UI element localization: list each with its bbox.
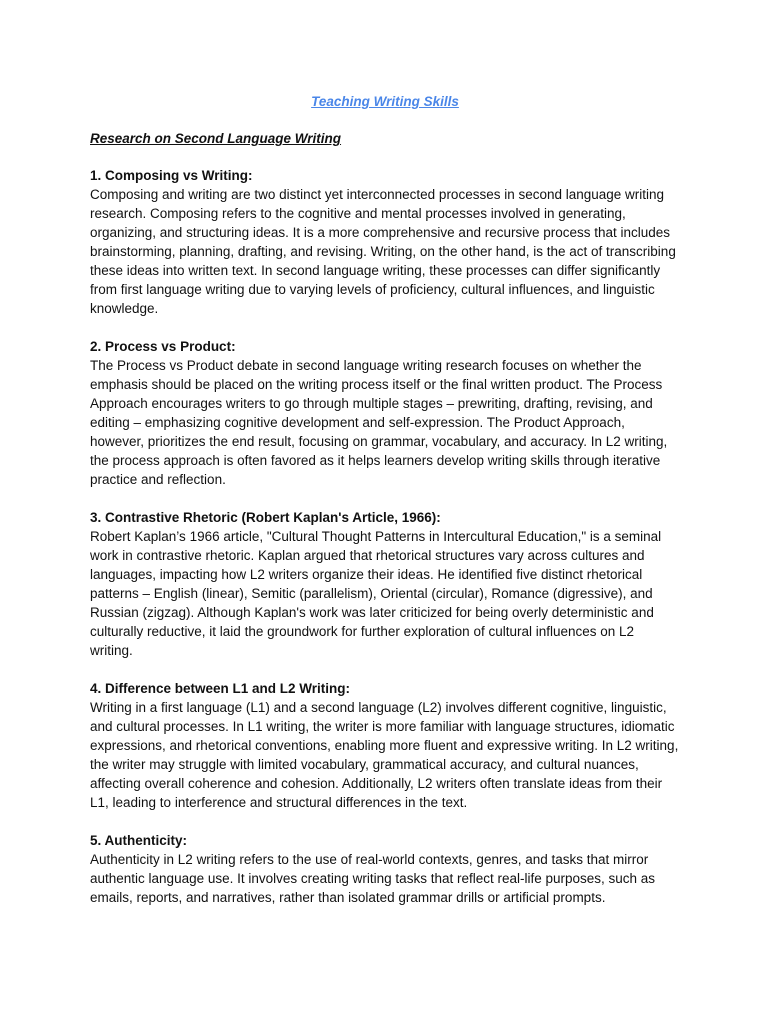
- document-page: [90, 92, 680, 926]
- section-heading: 4. Difference between L1 and L2 Writing:: [90, 681, 351, 696]
- document-subtitle: Research on Second Language Writing: [90, 131, 342, 146]
- section-body: Composing and writing are two distinct yet interconnected processes in second language writing research. Composing refers to the cognitive and mental processes involved in generating, organizing, and structuring ideas. It is a more comprehensive and recursive process that includes brainstorming, planning, drafting, and revising. Writing, on the other hand, is the act of transcribing these ideas into written text. In second language writing, these processes can differ significantly from first language writing due to varying levels of proficiency, cultural influences, and linguistic knowledge.: [90, 187, 676, 316]
- section-body: Authenticity in L2 writing refers to the use of real-world contexts, genres, and tasks that mirror authentic language use. It involves creating writing tasks that reflect real-life purposes, such as emails, reports, and narratives, rather than isolated grammar drills or artificial prompts.: [90, 852, 656, 905]
- section-heading: 3. Contrastive Rhetoric (Robert Kaplan's Article, 1966):: [90, 510, 441, 525]
- section-process-vs-product: [90, 337, 680, 489]
- section-body: Robert Kaplan’s 1966 article, "Cultural Thought Patterns in Intercultural Education," is a seminal work in contrastive rhetoric. Kaplan argued that rhetorical structures vary across cultures and languages, impacting how L2 writers organize their ideas. He identified five distinct rhetorical patterns – English (linear), Semitic (parallelism), Oriental (circular), Romance (digressive), and Russian (zigzag). Although Kaplan's work was later criticized for being overly deterministic and culturally reductive, it laid the groundwork for further exploration of cultural influences on L2 writing.: [90, 529, 662, 658]
- section-heading: 5. Authenticity:: [90, 833, 188, 848]
- section-contrastive-rhetoric: [90, 508, 680, 660]
- document-title-link[interactable]: Teaching Writing Skills: [311, 94, 459, 109]
- section-body: Writing in a first language (L1) and a second language (L2) involves different cognitive, linguistic, and cultural processes. In L1 writing, the writer is more familiar with language structures, idiomatic expressions, and rhetorical conventions, enabling more fluent and expressive writing. In L2 writing, the writer may struggle with limited vocabulary, grammatical accuracy, and cultural nuances, affecting overall coherence and cohesion. Additionally, L2 writers often translate ideas from their L1, leading to interference and structural differences in the text.: [90, 700, 679, 810]
- section-l1-vs-l2-writing: [90, 679, 680, 812]
- section-authenticity: [90, 831, 680, 907]
- section-body: The Process vs Product debate in second language writing research focuses on whether the emphasis should be placed on the writing process itself or the final written product. The Process Approach encourages writers to go through multiple stages – prewriting, drafting, revising, and editing – emphasizing cognitive development and self-expression. The Product Approach, however, prioritizes the end result, focusing on grammar, vocabulary, and accuracy. In L2 writing, the process approach is often favored as it helps learners develop writing skills through iterative practice and reflection.: [90, 358, 668, 487]
- section-heading: 1. Composing vs Writing:: [90, 168, 253, 183]
- section-heading: 2. Process vs Product:: [90, 339, 236, 354]
- section-composing-vs-writing: [90, 166, 680, 318]
